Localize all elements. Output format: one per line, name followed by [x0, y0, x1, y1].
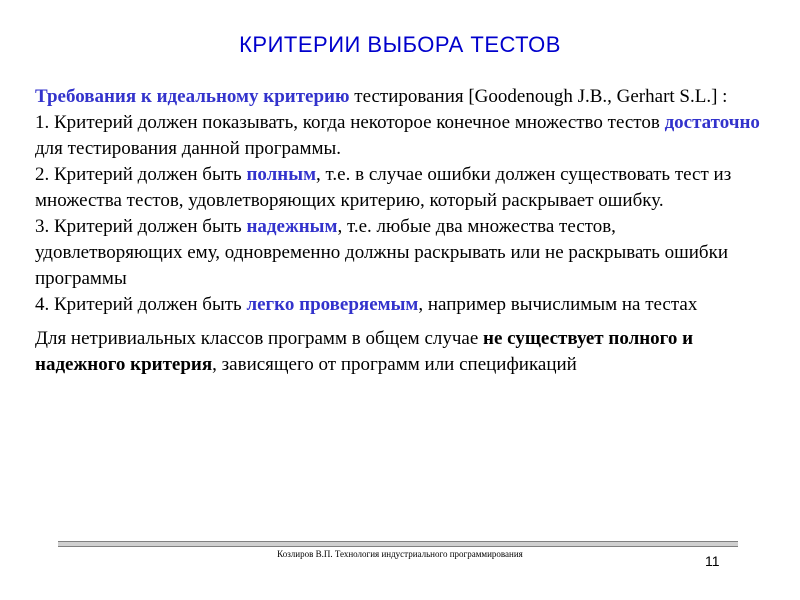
intro-highlight: Требования к идеальному критерию [35, 86, 350, 107]
item-1-before: 1. Критерий должен показывать, когда некоторое конечное множество тестов [35, 112, 665, 133]
item-2-after: , т.е. в случае ошибки должен существовать тест из множества тестов, удовлетворяющих критерию, который раскрывает ошибку. [35, 164, 732, 211]
requirement-item-1 [35, 110, 765, 162]
item-4-highlight: легко проверяемым [246, 294, 419, 315]
item-4-before: 4. Критерий должен быть [35, 294, 247, 315]
item-4-after: , например вычислимым на тестах [418, 294, 698, 315]
footer-divider [58, 541, 738, 547]
requirement-item-4 [35, 292, 765, 318]
page-number: 11 [705, 553, 720, 569]
item-2-highlight: полным [246, 164, 317, 185]
item-3-highlight: надежным [246, 216, 338, 237]
conclusion-after: , зависящего от программ или спецификаций [212, 354, 577, 375]
item-3-before: 3. Критерий должен быть [35, 216, 247, 237]
intro-paragraph [35, 84, 765, 110]
conclusion-paragraph [35, 326, 765, 378]
footer-caption: Козлиров В.П. Технология индустриального программирования [277, 549, 523, 559]
item-3-after: , т.е. любые два множества тестов, удовлетворяющих ему, одновременно должны раскрывать или не раскрывать ошибки программы [35, 216, 728, 289]
slide-body [35, 84, 765, 378]
item-1-after: для тестирования данной программы. [35, 138, 342, 159]
requirement-item-3 [35, 214, 765, 292]
slide-title: КРИТЕРИИ ВЫБОРА ТЕСТОВ [239, 32, 561, 57]
item-1-highlight: достаточно [664, 112, 760, 133]
item-2-before: 2. Критерий должен быть [35, 164, 247, 185]
requirement-item-2 [35, 162, 765, 214]
conclusion-before: Для нетривиальных классов программ в общем случае [35, 328, 484, 349]
intro-text: тестирования [Goodenough J.B., Gerhart S.L.] : [349, 86, 728, 107]
conclusion-bold: не существует полного и надежного критерия [35, 328, 694, 375]
